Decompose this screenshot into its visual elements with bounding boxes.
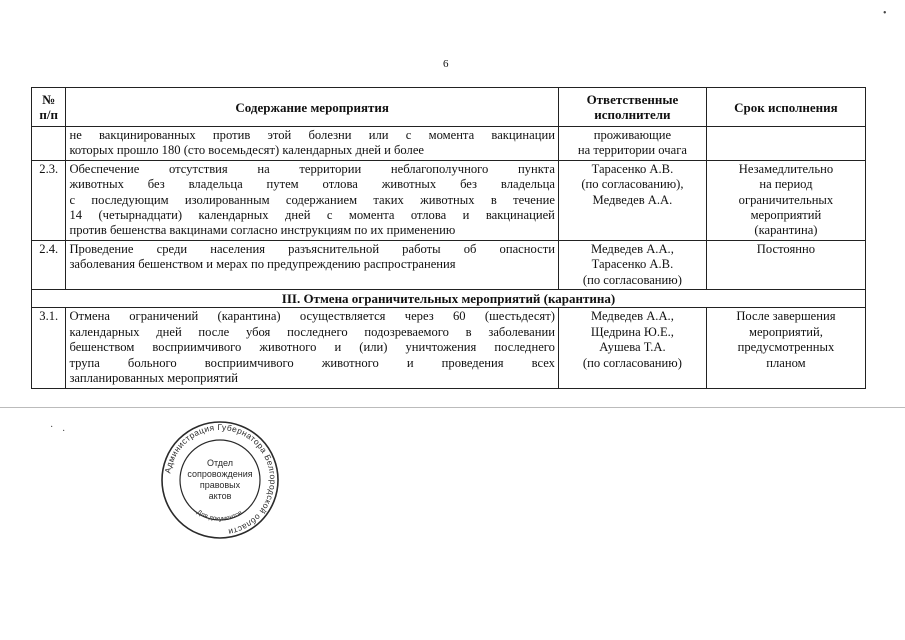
scan-speck: · — [50, 422, 54, 433]
term-line: После завершения — [736, 309, 836, 324]
row-content — [66, 240, 558, 289]
stamp-center-line3: правовых — [199, 480, 241, 490]
header-number-line1: № — [42, 92, 56, 107]
content-line: заболевания бешенством и мерах по предупреждению распространения — [69, 257, 456, 272]
term-line: (карантина) — [754, 223, 818, 238]
row-responsible — [558, 127, 706, 161]
responsible-line: Медведев А.А., — [590, 309, 674, 324]
table-header-row — [32, 88, 866, 127]
responsible-line: Тарасенко А.В. — [591, 161, 674, 176]
official-stamp-icon — [160, 420, 280, 540]
row-number — [32, 127, 66, 161]
term-line: ограничительных — [738, 192, 834, 207]
content-line: которых прошло 180 (сто восемьдесят) календарных дней и более — [69, 143, 425, 158]
table-row — [32, 160, 866, 240]
scan-line — [0, 407, 905, 408]
stamp-bottom-textpath: Для документов — [195, 508, 244, 523]
term-line: на период — [759, 177, 813, 192]
measures-table — [31, 87, 866, 389]
content-line: календарных дней после убоя последнего подозреваемого в заболевании — [69, 324, 555, 339]
row-content — [66, 160, 558, 240]
header-responsible-line2: исполнители — [594, 107, 671, 122]
header-content: Содержание мероприятия — [66, 88, 558, 127]
responsible-line: Аушева Т.А. — [599, 340, 666, 355]
content-line: бешенством восприимчивого животного и (или) уничтожения последнего — [69, 340, 555, 355]
content-line: трупа больного восприимчивого животного и проведения всех — [69, 355, 555, 370]
row-content — [66, 127, 558, 161]
header-number — [32, 88, 66, 127]
row-number: 3.1. — [32, 308, 66, 388]
term-line: Незамедлительно — [738, 161, 834, 176]
header-responsible-line1: Ответственные — [586, 92, 679, 107]
header-responsible — [558, 88, 706, 127]
content-line: 14 (четырнадцати) календарных дней с момента отлова и вакцинацией — [69, 208, 555, 223]
content-line: не вакцинированных против этой болезни или с момента вакцинации — [69, 128, 555, 142]
responsible-line: Медведев А.А. — [592, 192, 673, 207]
content-line: против бешенства вакцинами согласно инструкциям по их применению — [69, 223, 456, 238]
responsible-line: (по согласованию) — [582, 272, 682, 287]
scan-speck: • — [883, 8, 887, 19]
scan-speck: · — [62, 426, 66, 437]
content-line: Обеспечение отсутствия на территории неблагополучного пункта — [69, 161, 555, 176]
content-line: животных без владельца путем отлова животных без владельца — [69, 177, 555, 192]
responsible-line: (по согласованию) — [582, 355, 682, 370]
stamp-ring-textpath: Администрация Губернатора Белгородской области — [162, 421, 279, 538]
row-term: Постоянно — [706, 240, 865, 289]
content-line: Проведение среди населения разъяснительной работы об опасности — [69, 241, 555, 256]
responsible-line: (по согласованию), — [581, 177, 684, 192]
header-term: Срок исполнения — [706, 88, 865, 127]
content-line: с последующим изолированным содержанием таких животных в течение — [69, 192, 555, 207]
row-term — [706, 160, 865, 240]
responsible-line: проживающие — [593, 128, 672, 142]
row-responsible — [558, 240, 706, 289]
section-header-row — [32, 290, 866, 308]
term-line: планом — [766, 355, 806, 370]
table-row — [32, 127, 866, 161]
stamp-center-line4: актов — [208, 491, 232, 501]
row-responsible — [558, 308, 706, 388]
row-term — [706, 308, 865, 388]
stamp-bottom-text — [195, 509, 244, 523]
content-line: запланированных мероприятий — [69, 371, 238, 386]
table-row — [32, 308, 866, 388]
stamp-center-line2: сопровождения — [187, 469, 253, 479]
row-content — [66, 308, 558, 388]
responsible-line: Медведев А.А., — [590, 241, 674, 256]
row-responsible — [558, 160, 706, 240]
term-line: мероприятий, — [749, 324, 823, 339]
row-term — [706, 127, 865, 161]
responsible-line: Тарасенко А.В. — [591, 257, 674, 272]
header-number-line2: п/п — [39, 107, 59, 122]
content-line: Отмена ограничений (карантина) осуществляется через 60 (шестьдесят) — [69, 309, 555, 324]
table-row — [32, 240, 866, 289]
responsible-line: на территории очага — [577, 143, 687, 158]
row-number: 2.4. — [32, 240, 66, 289]
section-title: III. Отмена ограничительных мероприятий (карантина) — [32, 290, 866, 308]
responsible-line: Щедрина Ю.Е., — [590, 324, 674, 339]
page-number: 6 — [443, 58, 449, 70]
row-number: 2.3. — [32, 160, 66, 240]
term-line: мероприятий — [750, 208, 822, 223]
stamp-center-line1: Отдел — [206, 458, 234, 468]
term-line: предусмотренных — [737, 340, 835, 355]
